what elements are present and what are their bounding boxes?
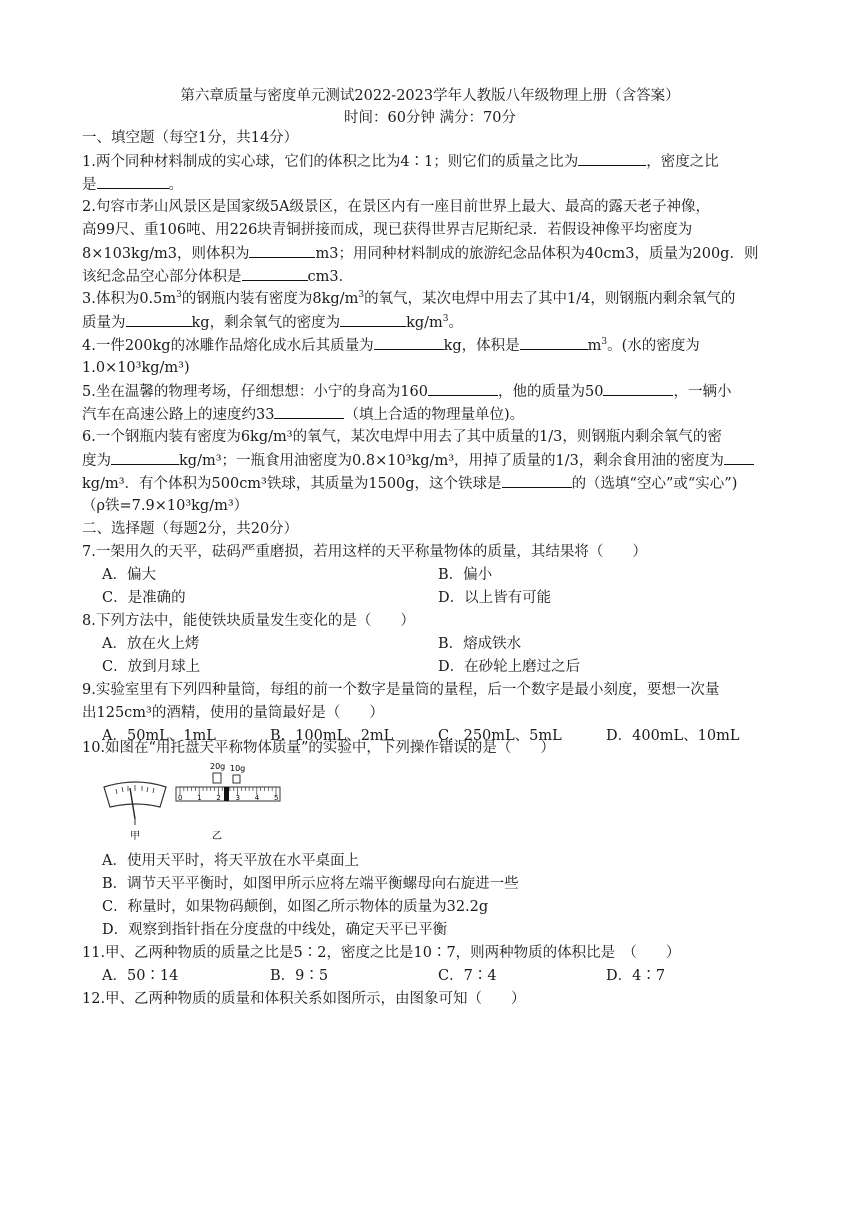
section-choice-heading: 二、选择题（每题2分，共20分） [82, 521, 299, 537]
dial-ticks-icon [116, 785, 154, 794]
q2-line4: 该纪念品空心部分体积是 cm3． [82, 266, 353, 287]
q9-option-a[interactable]: A．50mL、1mL [102, 728, 216, 744]
q4-line1: 4.一件200kg的冰雕作品熔化成水后其质量为 kg，体积是 $m^3$。(水的密度为 [82, 335, 700, 356]
q1-line2: 是 。 [82, 174, 183, 195]
label-jia: 甲 [130, 831, 140, 842]
answer-blank[interactable] [242, 266, 308, 281]
q10-option-c[interactable]: C．称量时，如果物码颠倒，如图乙所示物体的质量为32.2g [102, 899, 489, 915]
beam-tick-label: 4 [254, 794, 260, 802]
q11-option-b[interactable]: B．9∶5 [270, 968, 329, 984]
q9-option-b[interactable]: B．100mL、2mL [270, 728, 394, 744]
weight-10g-icon [233, 775, 240, 783]
weight-10g-label: 10g [230, 764, 246, 773]
rider-icon [224, 787, 229, 801]
q10-stem: 10.如图在“用托盘天平称物体质量”的实验中，下列操作错误的是（ ） [82, 740, 555, 756]
beam-tick-label: 1 [197, 794, 202, 802]
q8-option-a[interactable]: A．放在火上烤 [102, 636, 200, 652]
q4-line2: 1.0×10³kg/m³) [82, 360, 190, 376]
q2-line3: 8×103kg/m3，则体积为 m3；用同种材料制成的旅游纪念品体积为40cm3，质量为200g．则 [82, 243, 758, 264]
beam-tick-label: 3 [235, 794, 241, 802]
q7-option-d[interactable]: D．以上皆有可能 [438, 590, 552, 606]
q11-stem: 11.甲、乙两种物质的质量之比是5∶2，密度之比是10∶7，则两种物质的体积比是 （ ） [82, 945, 681, 961]
q1-line1: 1.两个同种材料制成的实心球，它们的体积之比为4∶1；则它们的质量之比为 ，密度之比 [82, 151, 719, 172]
page-title: 第六章质量与密度单元测试2022-2023学年人教版八年级物理上册（含答案） [180, 88, 680, 104]
q8-option-d[interactable]: D．在砂轮上磨过之后 [438, 659, 581, 675]
beam-tick-label: 5 [274, 794, 279, 802]
q9-option-c[interactable]: C．250mL、5mL [438, 728, 562, 744]
label-yi: 乙 [212, 831, 222, 842]
answer-blank[interactable] [502, 473, 572, 488]
answer-blank[interactable] [603, 381, 673, 396]
q11-option-a[interactable]: A．50∶14 [102, 968, 179, 984]
q11-option-c[interactable]: C．7∶4 [438, 968, 497, 984]
answer-blank[interactable] [428, 381, 498, 396]
q3-line1: 3.体积为$0.5m^3$的钢瓶内装有密度为$8kg/m^3$的氧气，某次电焊中用去了其中1/4，则钢瓶内剩余氧气的 [82, 290, 736, 307]
answer-blank[interactable] [724, 450, 754, 465]
q10-option-d[interactable]: D．观察到指针指在分度盘的中线处，确定天平已平衡 [102, 922, 448, 938]
q8-option-c[interactable]: C．放到月球上 [102, 659, 201, 675]
q12-stem: 12.甲、乙两种物质的质量和体积关系如图所示，由图象可知（ ） [82, 991, 526, 1007]
time-score: 时间：60分钟 满分：70分 [343, 110, 516, 126]
q6-line2: 度为 kg/m³；一瓶食用油密度为0.8×10³kg/m³，用掉了质量的1/3，剩余食用油的密度为 [82, 450, 754, 471]
q9-option-d[interactable]: D．400mL、10mL [606, 728, 740, 744]
q7-option-a[interactable]: A．偏大 [102, 567, 156, 583]
answer-blank[interactable] [126, 312, 192, 327]
q10-option-a[interactable]: A．使用天平时，将天平放在水平桌面上 [102, 853, 359, 869]
q2-line1: 2.句容市茅山风景区是国家级5A级景区，在景区内有一座目前世界上最大、最高的露天老子神像， [82, 199, 711, 215]
weight-20g-label: 20g [210, 762, 226, 771]
q5-line1: 5.坐在温馨的物理考场，仔细想想：小宁的身高为160 ，他的质量为50 ，一辆小 [82, 381, 731, 402]
q6-line3: kg/m³．有个体积为500cm³铁球，其质量为1500g，这个铁球是 的（选填“空心”或“实心”) [82, 473, 737, 494]
q5-line2: 汽车在高速公路上的速度约33 （填上合适的物理量单位)。 [82, 404, 524, 425]
weight-20g-icon [213, 773, 221, 783]
answer-blank[interactable] [274, 404, 344, 419]
answer-blank[interactable] [111, 450, 179, 465]
q10-option-b[interactable]: B．调节天平平衡时，如图甲所示应将左端平衡螺母向右旋进一些 [102, 876, 519, 892]
answer-blank[interactable] [578, 151, 646, 166]
q7-option-c[interactable]: C．是准确的 [102, 590, 186, 606]
answer-blank[interactable] [374, 335, 444, 350]
answer-blank[interactable] [97, 174, 169, 189]
q3-line2: 质量为 kg，剩余氧气的密度为 $kg/m^3$。 [82, 312, 463, 333]
answer-blank[interactable] [249, 243, 315, 258]
section-fill-heading: 一、填空题（每空1分，共14分） [82, 130, 299, 146]
q6-line4: （ρ铁=7.9×10³kg/m³） [82, 498, 249, 514]
q6-line1: 6.一个钢瓶内装有密度为6kg/m³的氧气，某次电焊中用去了其中质量的1/3，则钢瓶内剩余氧气的密 [82, 429, 722, 445]
q7-stem: 7.一架用久的天平，砝码严重磨损，若用这样的天平称量物体的质量，其结果将（ ） [82, 544, 647, 560]
q8-option-b[interactable]: B．熔成铁水 [438, 636, 522, 652]
answer-blank[interactable] [520, 335, 588, 350]
balance-figure [100, 757, 290, 847]
q2-line2: 高99尺、重106吨、用226块青铜拼接而成，现已获得世界吉尼斯纪录．若假设神像平均密度为 [82, 222, 693, 238]
q7-option-b[interactable]: B．偏小 [438, 567, 493, 583]
q9-line1: 9.实验室里有下列四种量筒，每组的前一个数字是量筒的量程，后一个数字是最小刻度，要想一次量 [82, 682, 720, 698]
q8-stem: 8.下列方法中，能使铁块质量发生变化的是（ ） [82, 613, 415, 629]
beam-tick-label: 2 [216, 794, 221, 802]
q9-line2: 出125cm³的酒精，使用的量筒最好是（ ） [82, 705, 384, 721]
q11-option-d[interactable]: D．4∶7 [606, 968, 666, 984]
beam-tick-label: 0 [178, 794, 183, 802]
answer-blank[interactable] [340, 312, 406, 327]
